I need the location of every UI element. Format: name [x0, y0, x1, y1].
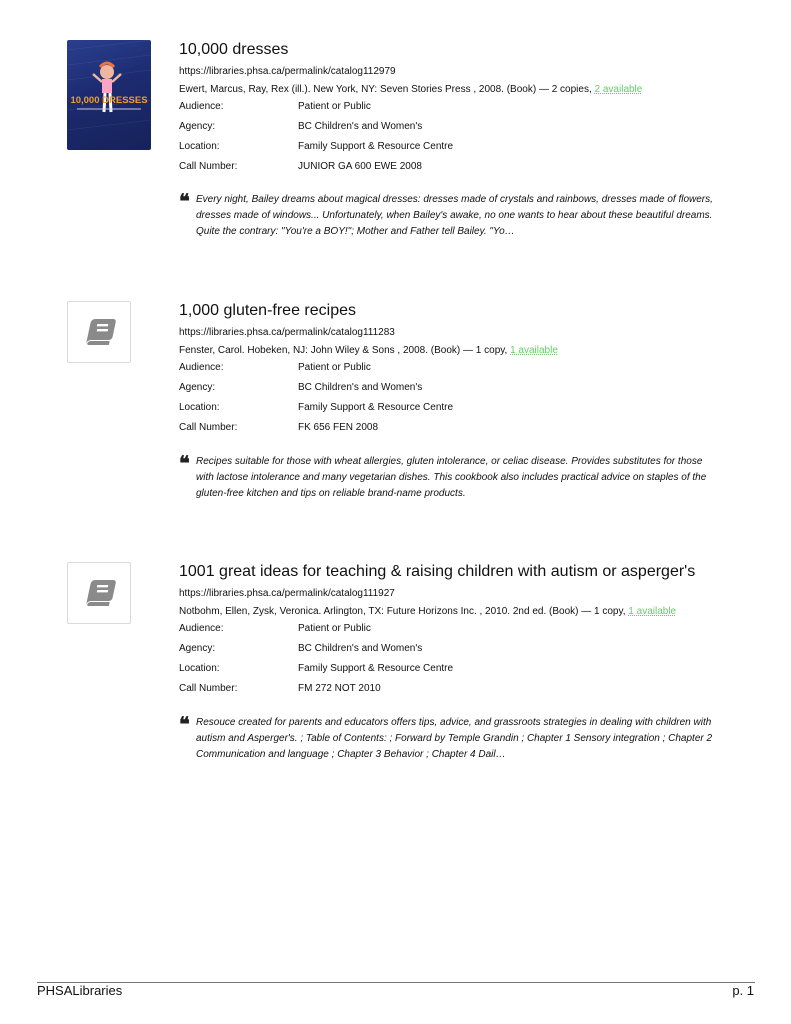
field-value: BC Children's and Women's — [298, 643, 423, 654]
record-citation — [179, 345, 739, 357]
field-row-audience — [179, 358, 739, 378]
availability-link[interactable]: 1 available — [510, 345, 558, 356]
book-placeholder-image[interactable] — [67, 301, 131, 363]
field-value: FM 272 NOT 2010 — [298, 683, 381, 694]
availability-link[interactable]: 2 available — [594, 84, 643, 95]
field-label: Location: — [179, 141, 220, 152]
field-label: Audience: — [179, 623, 224, 634]
book-icon — [82, 577, 116, 609]
field-row-location — [179, 398, 739, 418]
record-permalink[interactable]: https://libraries.phsa.ca/permalink/catalog111283 — [179, 327, 395, 338]
field-value: Family Support & Resource Centre — [298, 402, 454, 413]
citation-text: Notbohm, Ellen, Zysk, Veronica. Arlington, TX: Future Horizons Inc. , 2010. 2nd ed. (Book) — 1 copy, — [179, 606, 626, 617]
summary-text: Every night, Bailey dreams about magical dresses: dresses made of crystals and rainbows, dresses made of flowers, dresses made of windows... Unfortunately, when Bailey's awake, no one wants to hear about these beautiful dreams. Quite the contrary: "You're a BOY!"; Mother and Father tell Bailey. "Yo… — [196, 194, 713, 237]
field-value: Family Support & Resource Centre — [298, 663, 454, 674]
field-value: Patient or Public — [298, 362, 371, 373]
citation-text: Ewert, Marcus, Ray, Rex (ill.). New York, NY: Seven Stories Press , 2008. (Book) — 2 copies, — [179, 84, 592, 95]
field-row-audience — [179, 619, 739, 639]
field-label: Call Number: — [179, 161, 238, 172]
field-label: Location: — [179, 402, 220, 413]
summary-text: Resouce created for parents and educators offers tips, advice, and grassroots strategies in dealing with children with autism and Asperger's. ; Table of Contents: ; Forward by Temple Grandin ; Chapter 1 Sensory integration ; Chapter 2 Communication and language ; Chapter 3 Behavior ; Chapter 4 Dail… — [196, 717, 713, 760]
field-row-call-number — [179, 157, 739, 177]
field-label: Audience: — [179, 362, 224, 373]
record-permalink[interactable]: https://libraries.phsa.ca/permalink/catalog111927 — [179, 588, 395, 599]
field-value: BC Children's and Women's — [298, 121, 423, 132]
field-row-agency — [179, 117, 739, 137]
field-label: Call Number: — [179, 683, 238, 694]
field-label: Agency: — [179, 382, 216, 393]
field-value: FK 656 FEN 2008 — [298, 422, 379, 433]
field-label: Agency: — [179, 643, 216, 654]
record-citation — [179, 84, 739, 96]
cover-illustration-icon — [67, 40, 151, 150]
thumbnail-slot — [67, 301, 151, 361]
record-title[interactable]: 1,000 gluten-free recipes — [179, 302, 356, 319]
availability-link[interactable]: 1 available — [628, 606, 677, 617]
field-row-agency — [179, 378, 739, 398]
field-label: Location: — [179, 663, 220, 674]
record-fields — [179, 358, 739, 438]
summary-text: Recipes suitable for those with wheat allergies, gluten intolerance, or celiac disease. Provides substitutes for those with lactose intolerance and many vegetarian dishes. This cookbook also includes practical advice on staples of the gluten-free kitchen and tips on reliable brand-name products. — [196, 456, 707, 499]
thumbnail-slot — [67, 562, 151, 622]
field-label: Audience: — [179, 101, 224, 112]
field-row-call-number — [179, 679, 739, 699]
field-row-location — [179, 137, 739, 157]
field-row-agency — [179, 639, 739, 659]
field-value: Family Support & Resource Centre — [298, 141, 454, 152]
record-fields — [179, 97, 739, 177]
footer-divider — [37, 982, 755, 983]
record-permalink[interactable]: https://libraries.phsa.ca/permalink/catalog112979 — [179, 66, 396, 77]
field-label: Call Number: — [179, 422, 238, 433]
field-value: Patient or Public — [298, 623, 371, 634]
record-fields — [179, 619, 739, 699]
record-title[interactable]: 10,000 dresses — [179, 41, 289, 58]
citation-text: Fenster, Carol. Hobeken, NJ: John Wiley & Sons , 2008. (Book) — 1 copy, — [179, 345, 508, 356]
book-cover-image[interactable] — [67, 40, 151, 150]
record-title[interactable]: 1001 great ideas for teaching & raising children with autism or asperger's — [179, 563, 696, 580]
field-row-location — [179, 659, 739, 679]
field-value: BC Children's and Women's — [298, 382, 423, 393]
book-icon — [82, 316, 116, 348]
record-citation — [179, 606, 739, 618]
cover-title-text: 10,000 DRESSES — [70, 95, 148, 106]
page-number: p. 1 — [732, 983, 754, 998]
book-placeholder-image[interactable] — [67, 562, 131, 624]
field-row-audience — [179, 97, 739, 117]
quote-icon: ❝ — [179, 451, 190, 475]
field-label: Agency: — [179, 121, 216, 132]
field-value: Patient or Public — [298, 101, 371, 112]
field-row-call-number — [179, 418, 739, 438]
quote-icon: ❝ — [179, 712, 190, 736]
footer-brand: PHSALibraries — [37, 983, 123, 998]
field-value: JUNIOR GA 600 EWE 2008 — [298, 161, 422, 172]
quote-icon: ❝ — [179, 189, 190, 213]
